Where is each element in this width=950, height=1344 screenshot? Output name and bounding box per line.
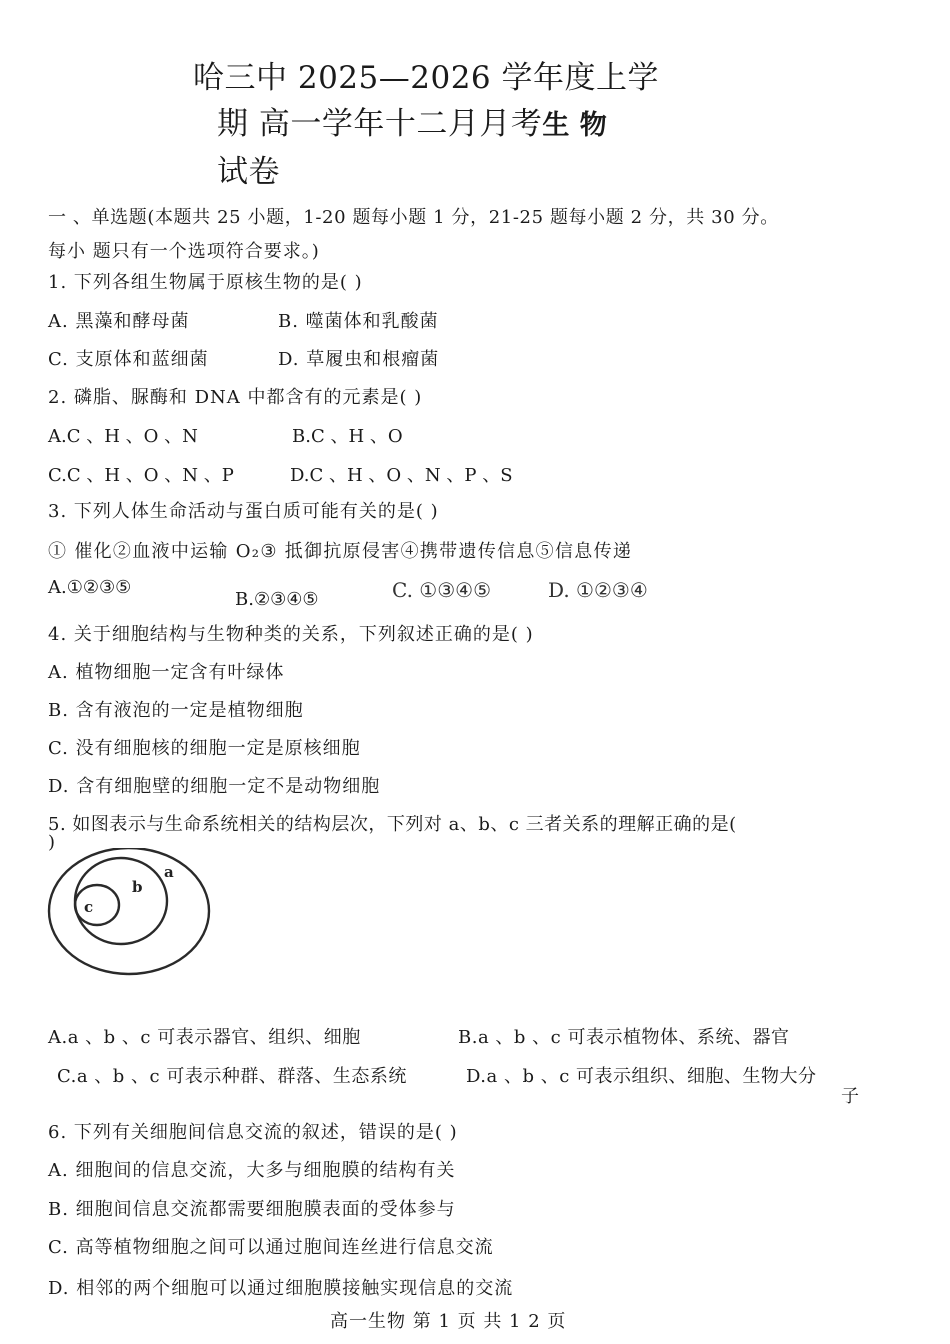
q6-option-b: B. 细胞间信息交流都需要细胞膜表面的受体参与 [48,1199,456,1220]
q6-option-a: A. 细胞间的信息交流，大多与细胞膜的结构有关 [48,1160,456,1181]
q5-option-c: C.a 、b 、c 可表示种群、群落、生态系统 [57,1066,407,1087]
title-line-1: 哈三中 2025—2026 学年度上学 [193,60,659,96]
q4-option-c: C. 没有细胞核的细胞一定是原核细胞 [48,738,361,759]
q5-stem-end: ) [48,832,57,853]
q2-stem: 2. 磷脂、脲酶和 DNA 中都含有的元素是( ) [48,387,423,408]
q4-option-b: B. 含有液泡的一定是植物细胞 [48,700,304,721]
q3-items: ① 催化②血液中运输 O₂③ 抵御抗原侵害④携带遗传信息⑤信息传递 [48,541,633,562]
q4-option-a: A. 植物细胞一定含有叶绿体 [48,662,285,683]
q3-option-b: B.②③④⑤ [235,589,319,610]
section-header-line-2: 每小 题只有一个选项符合要求。) [48,241,320,262]
q1-option-a: A. 黑藻和酵母菌 [48,311,190,332]
q3-option-c: C. ①③④⑤ [392,578,492,602]
q6-option-d: D. 相邻的两个细胞可以通过细胞膜接触实现信息的交流 [48,1278,514,1299]
q1-option-c: C. 支原体和蓝细菌 [48,349,209,370]
label-a: a [164,863,174,881]
q3-option-a: A.①②③⑤ [48,577,132,598]
q6-stem: 6. 下列有关细胞间信息交流的叙述，错误的是( ) [48,1122,458,1143]
q3-stem: 3. 下列人体生命活动与蛋白质可能有关的是( ) [48,501,439,522]
title-line-2-text: 期 高一学年十二月月考 [217,106,543,142]
circle-a [49,848,209,974]
q5-option-d-end: 子 [841,1086,860,1107]
circle-c [75,885,119,925]
q2-option-d: D.C 、H 、O 、N 、P 、S [290,465,513,486]
q4-stem: 4. 关于细胞结构与生物种类的关系，下列叙述正确的是( ) [48,624,534,645]
q2-option-c: C.C 、H 、O 、N 、P [48,465,234,486]
q5-option-d: D.a 、b 、c 可表示组织、细胞、生物大分 [466,1066,817,1087]
label-c: c [84,898,94,916]
q2-option-b: B.C 、H 、O [292,426,403,447]
title-line-2 [217,98,607,143]
q1-stem: 1. 下列各组生物属于原核生物的是( ) [48,272,363,293]
section-header-line-1: 一 、单选题(本题共 25 小题，1-20 题每小题 1 分，21-25 题每小题 2 分，共 30 分。 [48,207,779,228]
q6-option-c: C. 高等植物细胞之间可以通过胞间连丝进行信息交流 [48,1237,494,1258]
q1-option-b: B. 噬菌体和乳酸菌 [278,311,439,332]
q2-option-a: A.C 、H 、O 、N [48,426,198,447]
q5-stem: 5. 如图表示与生命系统相关的结构层次，下列对 a、b、c 三者关系的理解正确的是( [48,814,737,835]
title-line-3: 试卷 [217,154,280,190]
label-b: b [132,878,143,896]
q1-option-d: D. 草履虫和根瘤菌 [278,349,440,370]
q4-option-d: D. 含有细胞壁的细胞一定不是动物细胞 [48,776,381,797]
q3-option-d: D. ①②③④ [548,578,648,602]
title-subject: 生 物 [542,110,608,141]
page-footer: 高一生物 第 1 页 共 1 2 页 [330,1311,567,1332]
q5-option-b: B.a 、b 、c 可表示植物体、系统、器官 [458,1027,790,1048]
q5-option-a: A.a 、b 、c 可表示器官、组织、细胞 [48,1027,361,1048]
nested-circles-diagram [45,848,215,980]
